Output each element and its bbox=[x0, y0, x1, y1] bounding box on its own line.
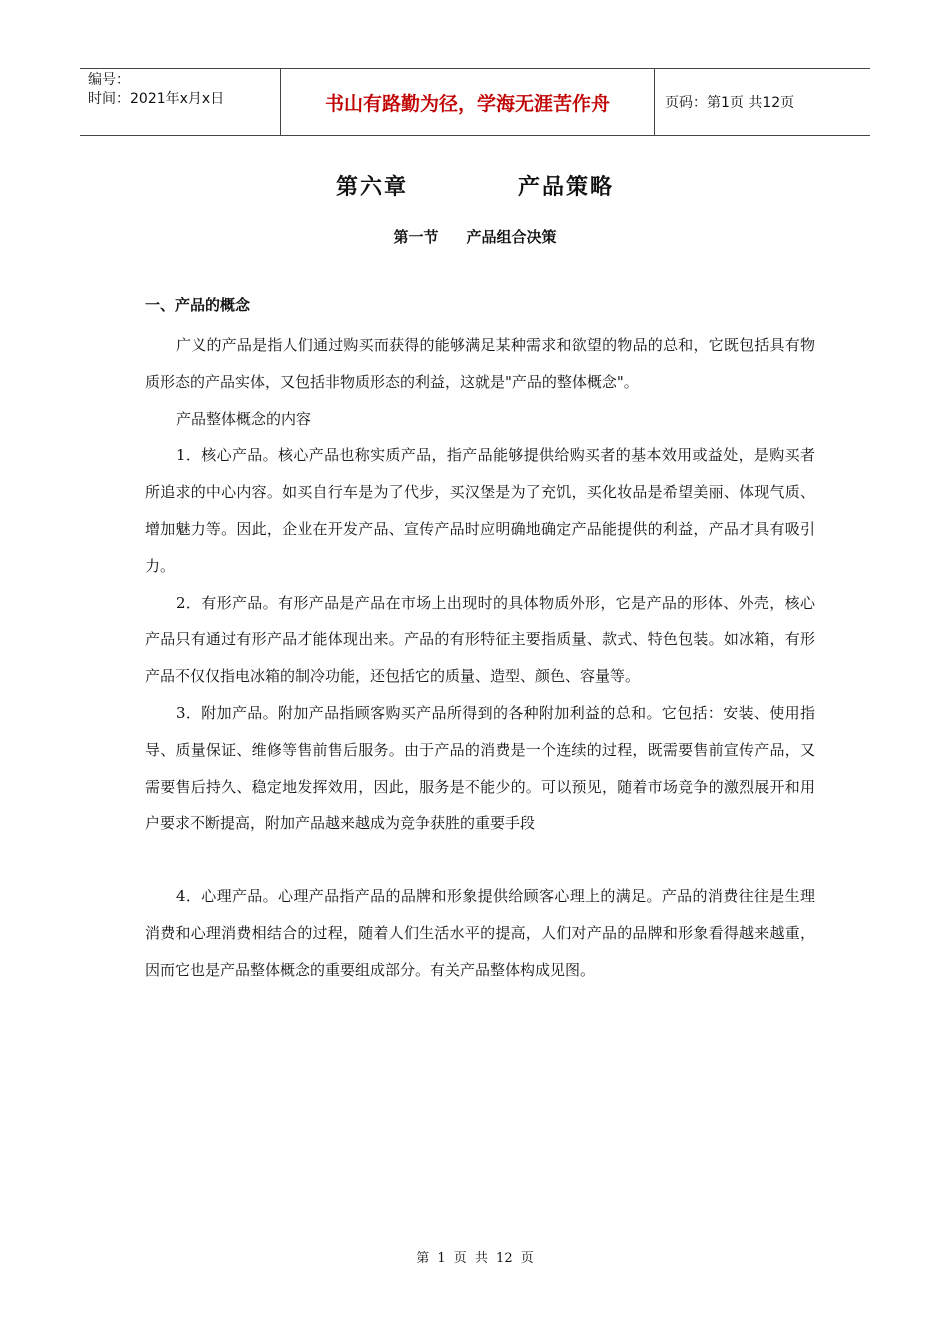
section-name: 产品组合决策 bbox=[466, 228, 557, 246]
heading-product-concept: 一、产品的概念 bbox=[145, 296, 251, 314]
section-title bbox=[0, 226, 950, 247]
page-header bbox=[80, 68, 870, 136]
paragraph-tangible-product: 2．有形产品。有形产品是产品在市场上出现时的具体物质外形，它是产品的形体、外壳，核心产品只有通过有形产品才能体现出来。产品的有形特征主要指质量、款式、特色包装。如冰箱，有形产品不仅仅指电冰箱的制冷功能，还包括它的质量、造型、颜色、容量等。 bbox=[145, 593, 815, 686]
paragraph: 产品整体概念的内容 bbox=[176, 409, 312, 428]
paragraph: 广义的产品是指人们通过购买而获得的能够满足某种需求和欲望的物品的总和，它既包括具有物质形态的产品实体，又包括非物质形态的利益，这就是"产品的整体概念"。 bbox=[145, 336, 815, 391]
page-footer: 第 1 页 共 12 页 bbox=[416, 1251, 534, 1266]
document-body bbox=[145, 292, 815, 989]
header-motto: 书山有路勤为径，学海无涯苦作舟 bbox=[280, 69, 655, 135]
chapter-number: 第六章 bbox=[335, 174, 408, 200]
paragraph-augmented-product: 3．附加产品。附加产品指顾客购买产品所得到的各种附加利益的总和。它包括：安装、使用指导、质量保证、维修等售前售后服务。由于产品的消费是一个连续的过程，既需要售前宣传产品，又需要售后持久、稳定地发挥效用，因此，服务是不能少的。可以预见，随着市场竞争的激烈展开和用户要求不断提高，附加产品越来越成为竞争获胜的重要手段 bbox=[145, 703, 815, 833]
paragraph-psychological-product: 4．心理产品。心理产品指产品的品牌和形象提供给顾客心理上的满足。产品的消费往往是生理消费和心理消费相结合的过程，随着人们生活水平的提高，人们对产品的品牌和形象看得越来越重，因而它也是产品整体概念的重要组成部分。有关产品整体构成见图。 bbox=[145, 887, 815, 979]
header-time: 时间：2021年x月x日 bbox=[88, 91, 225, 107]
header-number: 编号： bbox=[88, 72, 130, 88]
header-meta bbox=[80, 69, 280, 135]
chapter-name: 产品策略 bbox=[518, 174, 615, 200]
chapter-title bbox=[0, 170, 950, 201]
paragraph-core-product: 1．核心产品。核心产品也称实质产品，指产品能够提供给购买者的基本效用或益处，是购买者所追求的中心内容。如买自行车是为了代步，买汉堡是为了充饥，买化妆品是希望美丽、体现气质、增加魅力等。因此，企业在开发产品、宣传产品时应明确地确定产品能提供的利益，产品才具有吸引力。 bbox=[145, 446, 815, 575]
header-page-code: 页码：第1页 共12页 bbox=[665, 95, 795, 111]
section-number: 第一节 bbox=[393, 228, 439, 246]
